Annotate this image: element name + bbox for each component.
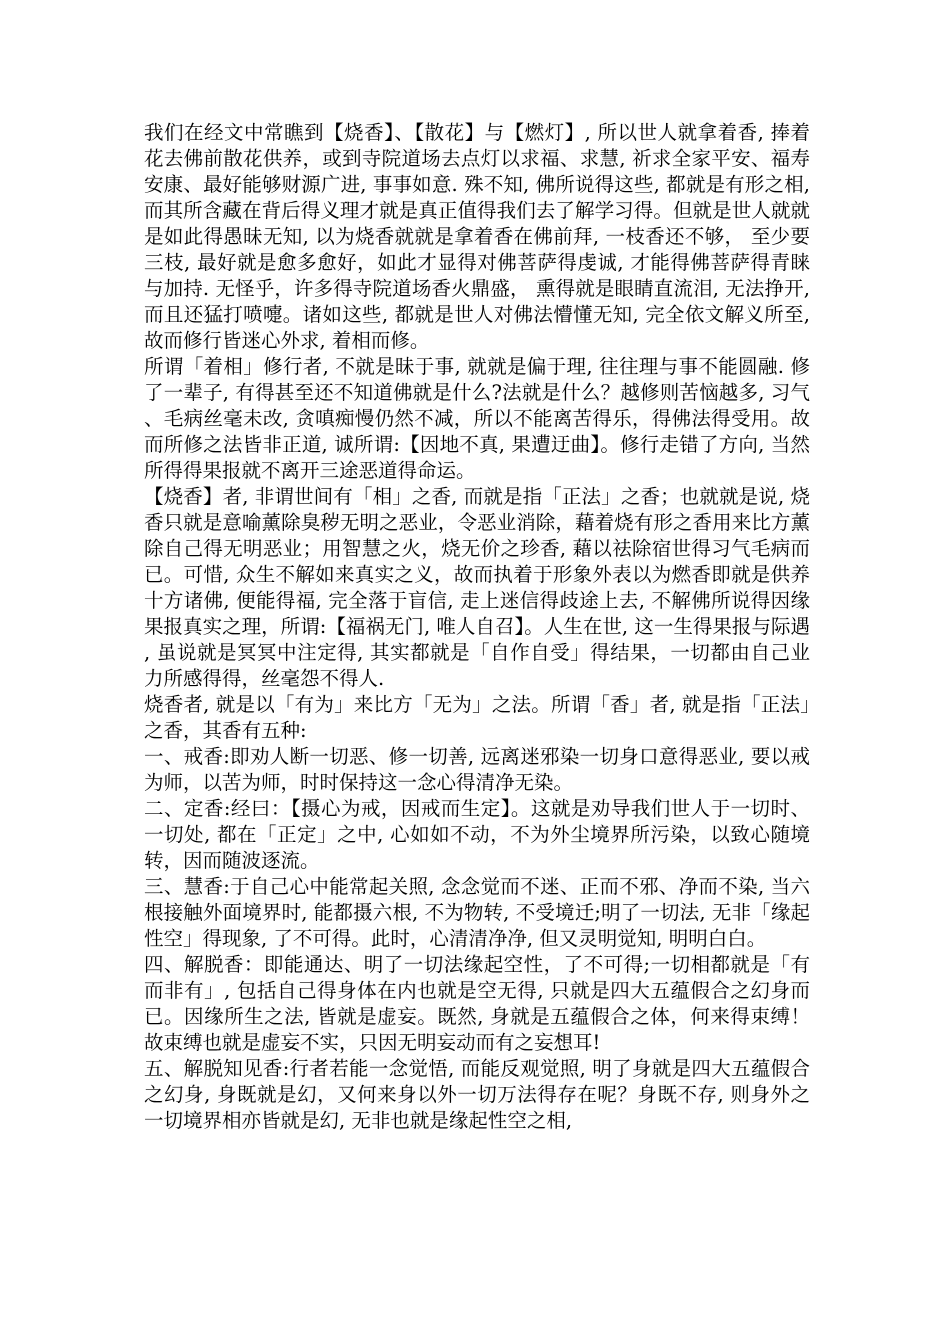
paragraph-incense-intro: 我们在经文中常瞧到【烧香】、【散花】与【燃灯】, 所以世人就拿着香, 捧着花去佛前散花供养，或到寺院道场去点灯以求福、求慧, 祈求全家平安、福寿安康、最好能够财源广进, 事事如意. 殊不知, 佛所说得这些, 都就是有形之相, 而其所含藏在背后得义理才就是真正值得我们去了解学习得。但就是世人就就是如此得愚昧无知, 以为烧香就就是拿着香在佛前拜, 一枝香还不够， 至少要三枝, 最好就是愈多愈好，如此才显得对佛菩萨得虔诚, 才能得佛菩萨得青睐与加持. 无怪乎，许多得寺院道场香火鼎盛， 熏得就是眼睛直流泪, 无法挣开, 而且还猛打喷嚏。诸如这些, 都就是世人对佛法懵懂无知, 完全依文解义所至, 故而修行皆迷心外求, 着相而修。 <box>144 121 810 352</box>
paragraph-burning-incense-meaning: 【烧香】者, 非谓世间有「相」之香, 而就是指「正法」之香；也就就是说, 烧香只就是意喻薰除臭秽无明之恶业，令恶业消除，藉着烧有形之香用来比方薰除自己得无明恶业；用智慧之火，烧无价之珍香, 藉以祛除宿世得习气毛病而已。可惜, 众生不解如来真实之义，故而执着于形象外表以为燃香即就是供养十方诸佛, 便能得福, 完全落于盲信, 走上迷信得歧途上去, 不解佛所说得因缘果报真实之理，所谓:【福祸无门, 唯人自召】。人生在世, 这一生得果报与际遇, 虽说就是冥冥中注定得, 其实都就是「自作自受」得结果，一切都由自己业力所感得得，丝毫怨不得人. <box>144 485 810 690</box>
paragraph-precept-incense: 一、戒香:即劝人断一切恶、修一切善, 远离迷邪染一切身口意得恶业, 要以戒为师，以苦为师，时时保持这一念心得清净无染。 <box>144 745 810 794</box>
document-body <box>144 120 810 1134</box>
paragraph-concentration-incense: 二、定香:经曰：【摄心为戒，因戒而生定】。这就是劝导我们世人于一切时、一切处, 都在「正定」之中, 心如如不动，不为外尘境界所污染，以致心随境转，因而随波逐流。 <box>144 797 810 872</box>
paragraph-liberation-incense: 四、解脱香：即能通达、明了一切法缘起空性，了不可得;一切相都就是「有而非有」, 包括自己得身体在内也就是空无得, 只就是四大五蕴假合之幻身而已。因缘所生之法, 皆就是虚妄。既然, 身就是五蕴假合之体，何来得束缚！故束缚也就是虚妄不实，只因无明妄动而有之妄想耳! <box>144 953 810 1054</box>
paragraph-liberation-knowledge-incense: 五、解脱知见香:行者若能一念觉悟, 而能反观觉照, 明了身就是四大五蕴假合之幻身, 身既就是幻，又何来身以外一切万法得存在呢？身既不存, 则身外之一切境界相亦皆就是幻, 无非也就是缘起性空之相, <box>144 1057 810 1132</box>
paragraph-wisdom-incense: 三、慧香:于自己心中能常起关照, 念念觉而不迷、正而不邪、净而不染, 当六根接触外面境界时, 能都摄六根, 不为物转, 不受境迁;明了一切法, 无非「缘起性空」得现象, 了不可得。此时，心清清净净, 但又灵明觉知, 明明白白。 <box>144 875 810 950</box>
paragraph-five-incenses-intro: 烧香者, 就是以「有为」来比方「无为」之法。所谓「香」者, 就是指「正法」之香，其香有五种: <box>144 693 810 742</box>
paragraph-attachment-practice: 所谓「着相」修行者, 不就是昧于事, 就就是偏于理, 往往理与事不能圆融. 修了一辈子, 有得甚至还不知道佛就是什么?法就是什么？越修则苦恼越多, 习气、毛病丝毫未改, 贪嗔痴慢仍然不减，所以不能离苦得乐，得佛法得受用。故而所修之法皆非正道, 诚所谓:【因地不真, 果遭迂曲】。修行走错了方向, 当然所得得果报就不离开三途恶道得命运。 <box>144 355 810 482</box>
